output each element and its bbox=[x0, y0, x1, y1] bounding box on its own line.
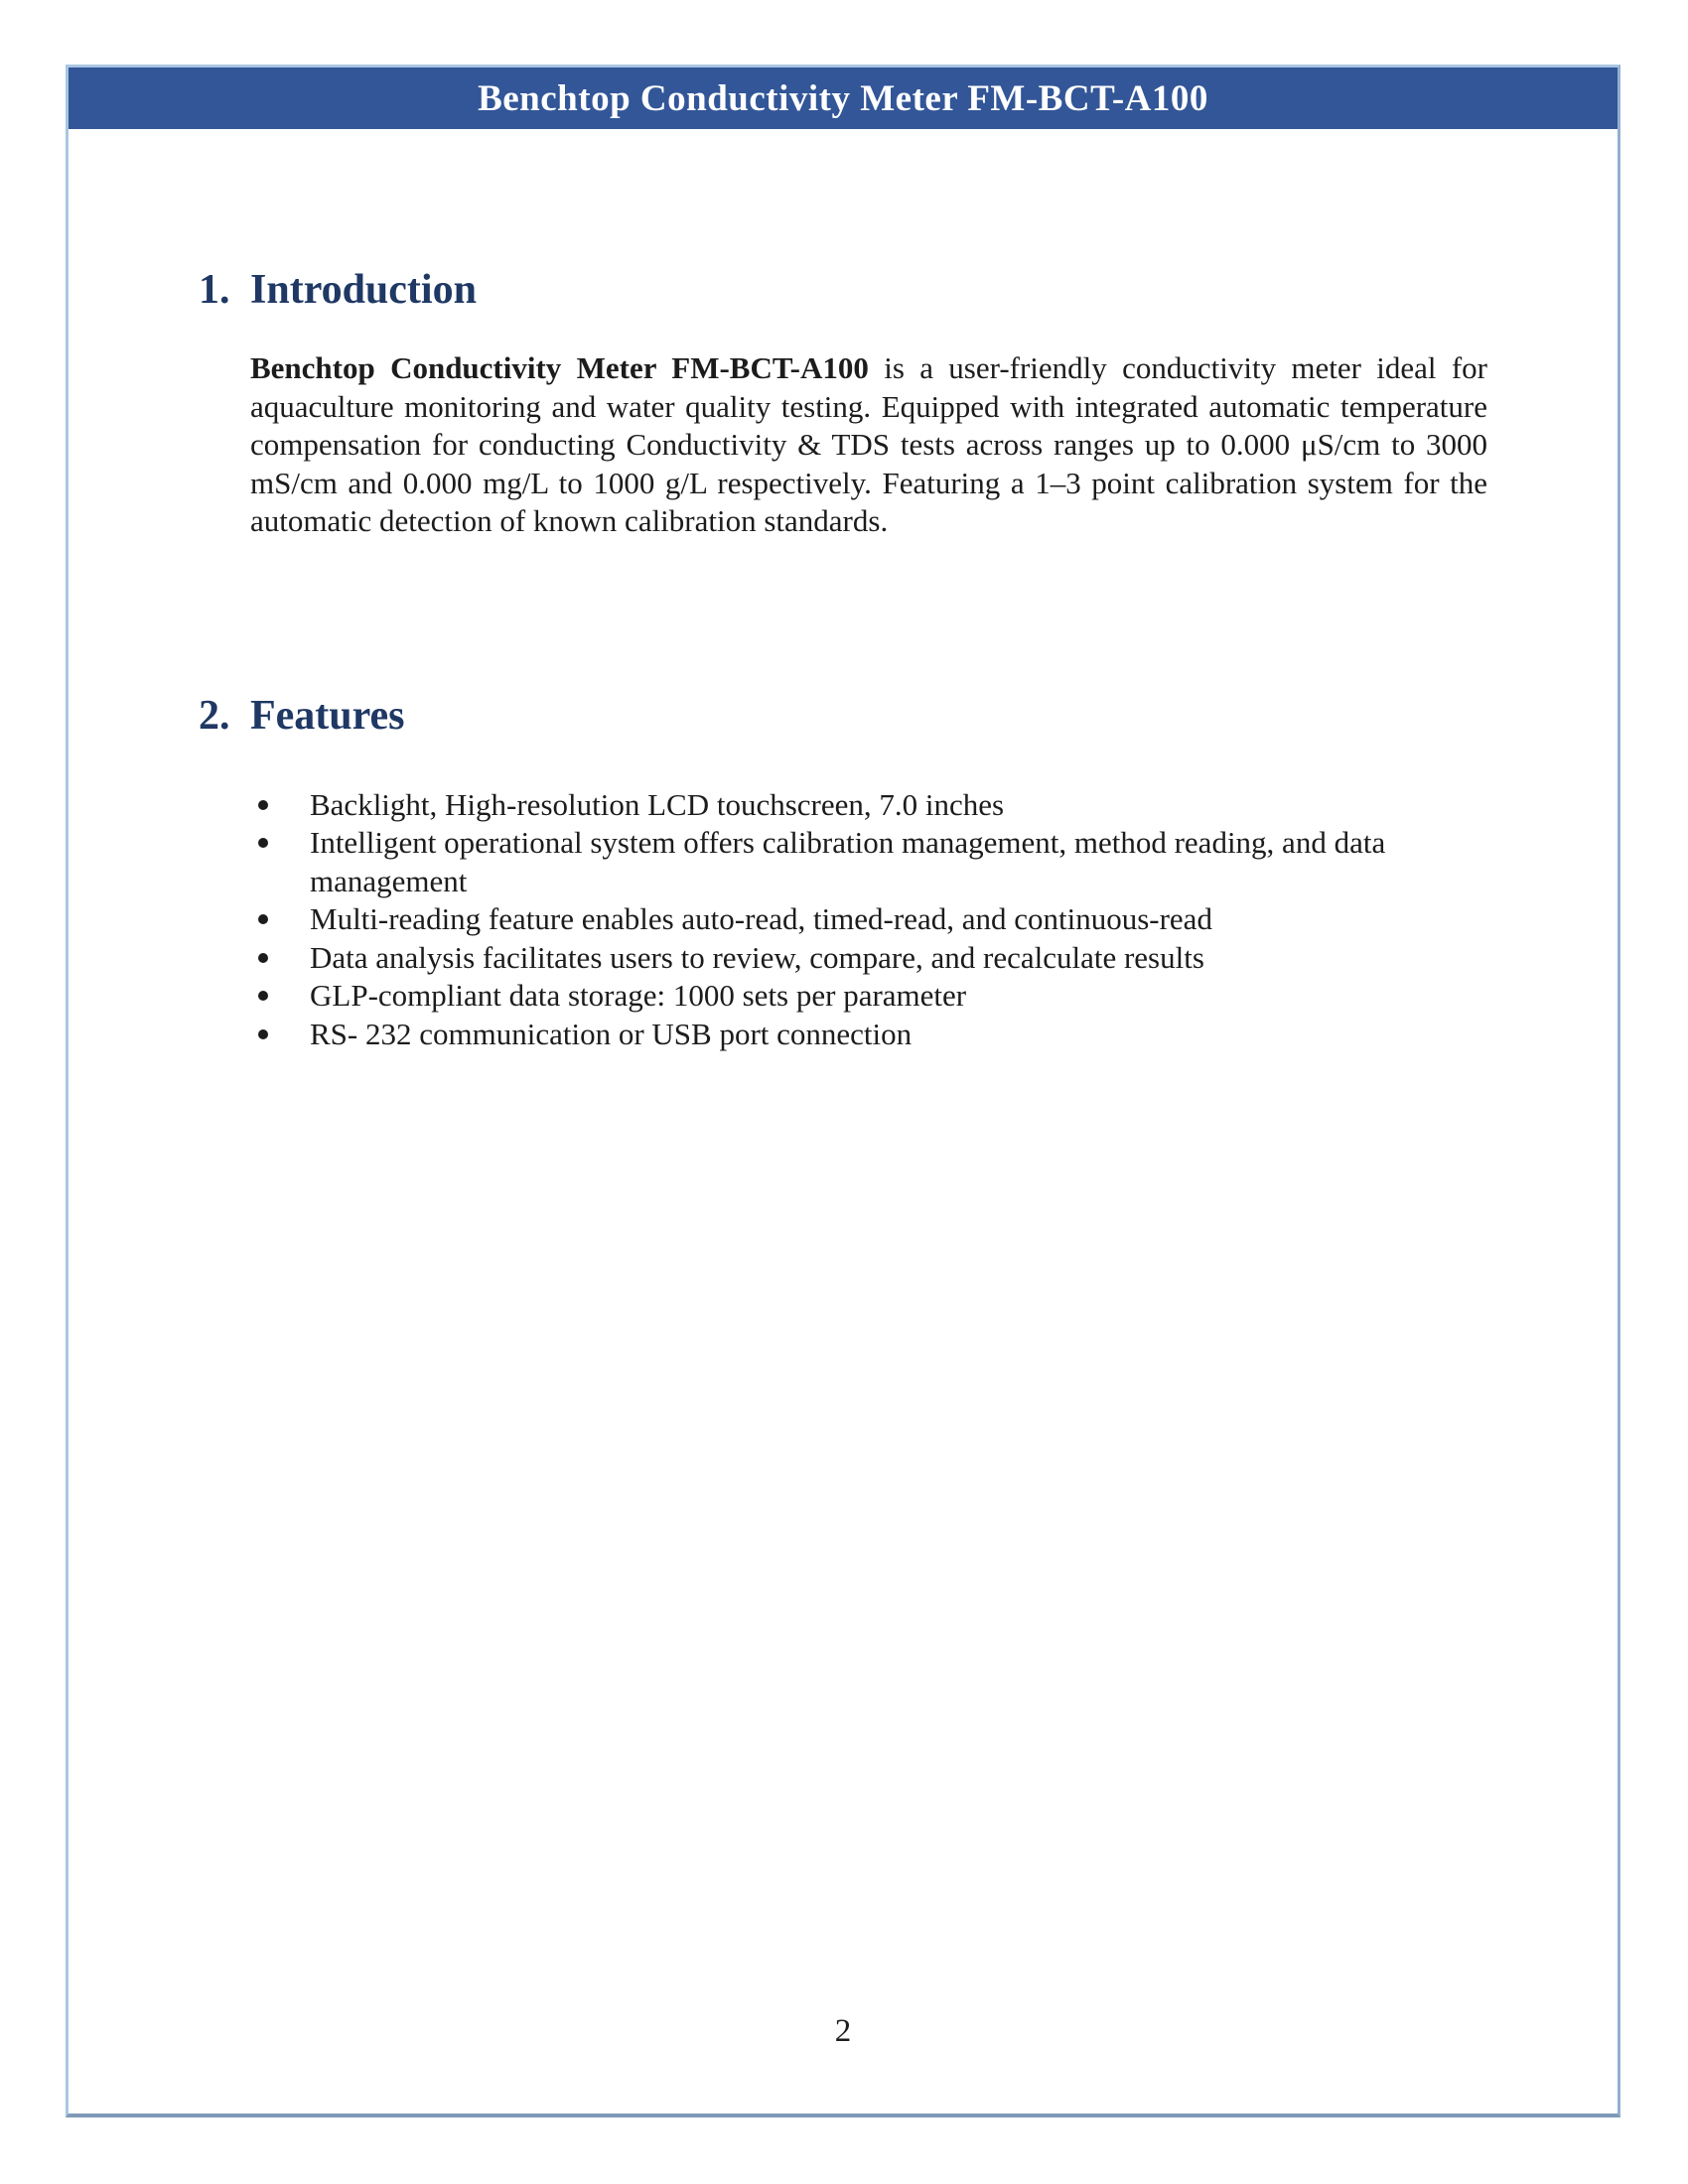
feature-item bbox=[258, 939, 1489, 978]
section-number: 1. bbox=[199, 267, 230, 313]
section-title: Features bbox=[250, 692, 405, 739]
feature-text: Intelligent operational system offers calibration management, method reading, and data management bbox=[310, 825, 1386, 898]
feature-text: Backlight, High-resolution LCD touchscreen, 7.0 inches bbox=[310, 786, 1005, 822]
feature-item bbox=[258, 977, 1489, 1016]
document-title: Benchtop Conductivity Meter FM-BCT-A100 bbox=[478, 77, 1208, 119]
bullet-icon bbox=[258, 914, 268, 924]
section-title: Introduction bbox=[250, 267, 477, 313]
feature-text: RS- 232 communication or USB port connection bbox=[310, 1016, 913, 1051]
section-number: 2. bbox=[199, 692, 230, 739]
features-list bbox=[258, 786, 1489, 1054]
section-heading-introduction bbox=[69, 266, 1618, 314]
bullet-icon bbox=[258, 838, 268, 848]
feature-item bbox=[258, 786, 1489, 825]
bullet-icon bbox=[258, 991, 268, 1001]
feature-text: GLP-compliant data storage: 1000 sets per parameter bbox=[310, 978, 967, 1013]
feature-item bbox=[258, 824, 1489, 900]
document-header-bar bbox=[69, 68, 1618, 129]
bullet-icon bbox=[258, 1029, 268, 1039]
page-number: 2 bbox=[834, 2013, 852, 2049]
section-heading-features bbox=[69, 692, 1618, 740]
bullet-icon bbox=[258, 953, 268, 963]
feature-item bbox=[258, 900, 1489, 939]
introduction-body-text: is a user-friendly conductivity meter ideal for aquaculture monitoring and water quality testing. Equipped with integrated automatic temperature compensation for conducting Conductivity & TDS tests across ranges up to 0.000 μS/cm to 3000 mS/cm and 0.000 mg/L to 1000 g/L respectively. Featuring a 1–3 point calibration system for the automatic detection of known calibration standards. bbox=[250, 350, 1487, 538]
document-page bbox=[66, 65, 1620, 2117]
feature-item bbox=[258, 1016, 1489, 1054]
feature-text: Data analysis facilitates users to review, compare, and recalculate results bbox=[310, 939, 1204, 975]
bullet-icon bbox=[258, 800, 268, 810]
introduction-paragraph bbox=[250, 349, 1487, 541]
feature-text: Multi-reading feature enables auto-read, timed-read, and continuous-read bbox=[310, 901, 1212, 936]
product-name-bold: Benchtop Conductivity Meter FM-BCT-A100 bbox=[250, 350, 869, 385]
